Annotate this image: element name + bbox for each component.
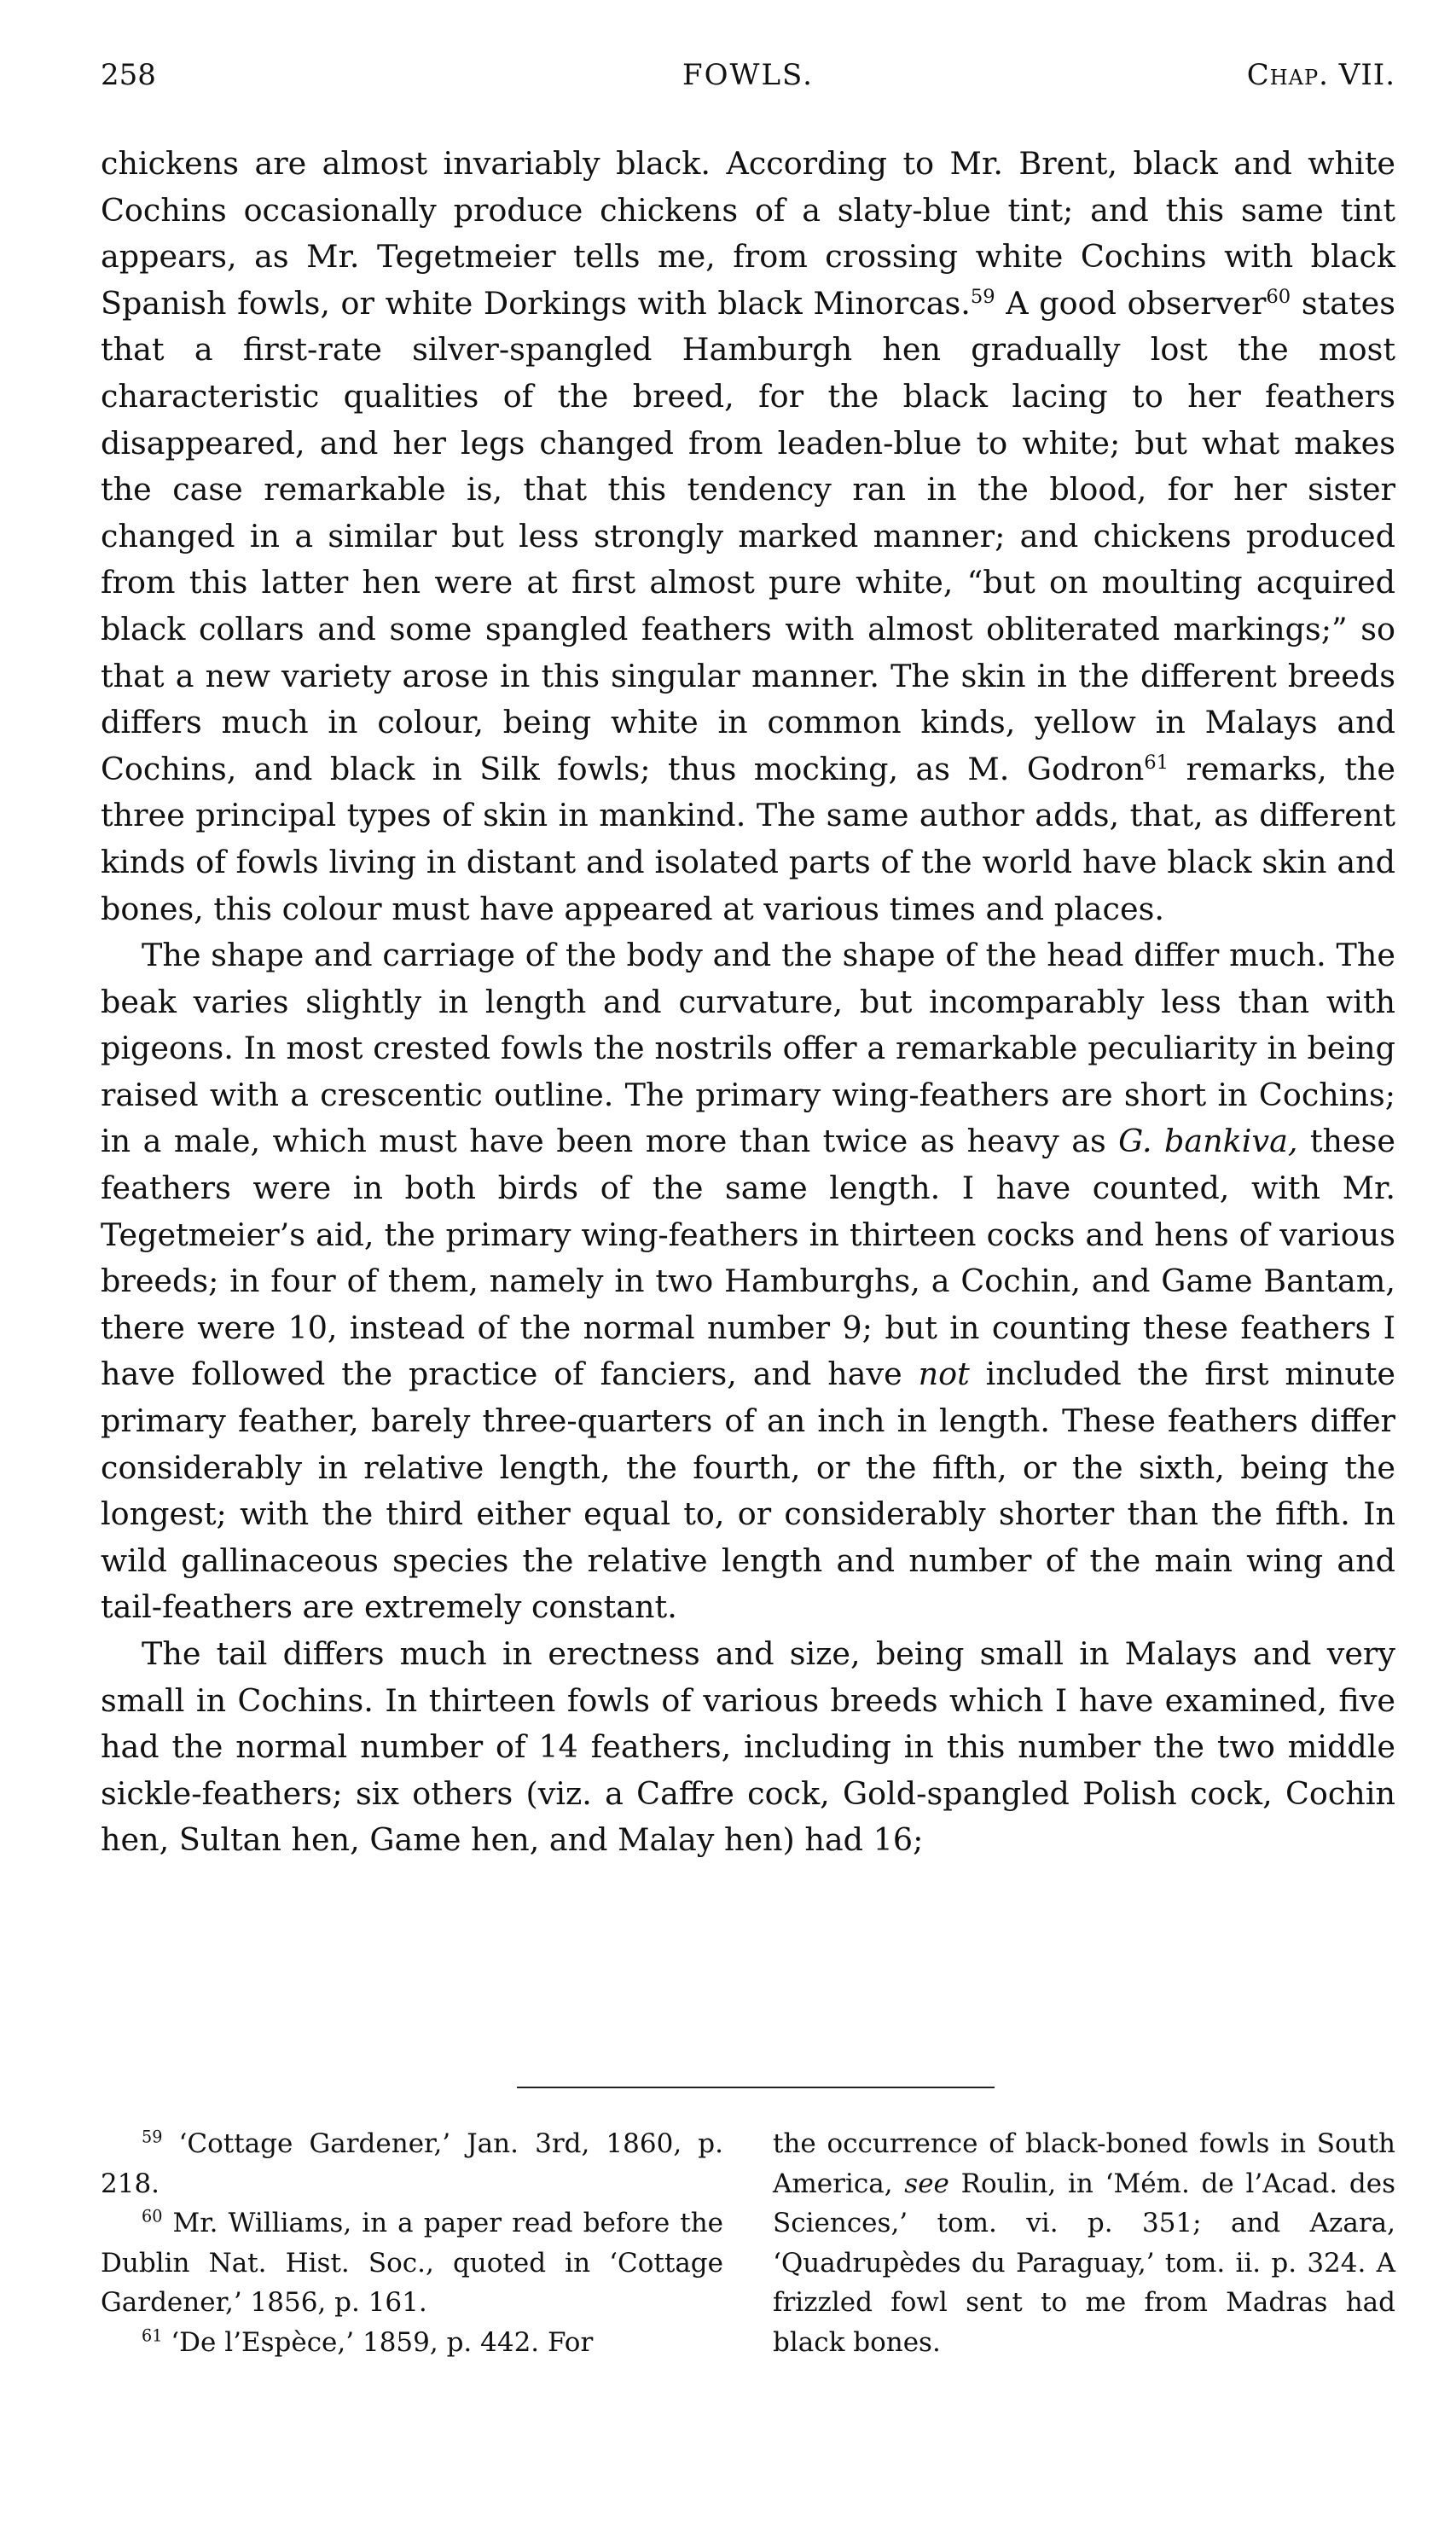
footnote-ref-59: 59 [970,285,995,308]
paragraph-1 [101,141,1395,932]
footnote-59 [101,2124,723,2203]
footnote-61-number: 61 [142,2325,163,2346]
running-title: FOWLS. [682,58,814,92]
footnote-61 [101,2323,723,2363]
paragraph-2 [101,932,1395,1631]
paragraph-1-text-a: chickens are almost invariably black. According to Mr. Brent, black and white Cochins occasionally produce chickens of a slaty-blue tint; and this same tint appears, as Mr. Tegetmeier tells me, from crossing white Cochins with black Spanish fowls, or white Dorkings with black Minorcas. [101,145,1395,322]
footnote-61-text: ‘De l’Espèce,’ 1859, p. 442. For [162,2326,594,2358]
paragraph-2-text-c: included the first minute primary feather, barely three-quarters of an inch in length. These feathers differ considerably in relative length, the fourth, or the fifth, or the sixth, being the longest; with the third either equal to, or considerably shorter than the fifth. In wild gallinaceous species the relative length and number of the main wing and tail-feathers are extremely constant. [101,1356,1395,1626]
footnote-59-number: 59 [142,2127,163,2147]
footnote-60-text: Mr. Williams, in a paper read before the Dublin Nat. Hist. Soc., quoted in ‘Cottage Gardener,’ 1856, p. 161. [101,2208,723,2318]
chapter-label: Chap. VII. [1246,58,1395,92]
species-name: G. bankiva, [1118,1123,1298,1160]
footnote-ref-60: 60 [1266,285,1291,308]
main-text [101,141,1395,1864]
paragraph-3: The tail differs much in erectness and size, being small in Malays and very small in Cochins. In thirteen fowls of various breeds which I have examined, five had the normal number of 14 feathers, including in this number the two middle sickle-feathers; six others (viz. a Caffre cock, Gold-spangled Polish cock, Cochin hen, Sultan hen, Game hen, and Malay hen) had 16; [101,1635,1395,1859]
footnotes-left-column [101,2124,723,2362]
footnotes-right-column [773,2124,1395,2362]
footnote-60 [101,2203,723,2323]
emphasis-not: not [918,1356,970,1393]
paragraph-1-text-c: states that a first-rate silver-spangled Hamburgh hen gradually lost the most characteristic qualities of the breed, for the black lacing to her feathers disappeared, and her legs changed from leaden-blue to white; but what makes the case remarkable is, that this tendency ran in the blood, for her sister changed in a similar but less strongly marked manner; and chickens produced from this latter hen were at first almost pure white, “but on moulting acquired black collars and some spangled feathers with almost obliterated markings;” so that a new variety arose in this singular manner. The skin in the different breeds differs much in colour, being white in common kinds, yellow in Malays and Cochins, and black in Silk fowls; thus mocking, as M. Godron [101,284,1395,787]
paragraph-1-text-b: A good observer [995,284,1267,322]
footnote-61-continued [773,2124,1395,2362]
footnote-divider [517,2087,995,2088]
footnote-59-text: ‘Cottage Gardener,’ Jan. 3rd, 1860, p. 218. [101,2128,723,2199]
paragraph-1-text-d: remarks, the three principal types of skin in mankind. The same author adds, that, as different kinds of fowls living in distant and isolated parts of the world have black skin and bones, this colour must have appeared at various times and places. [101,750,1395,927]
page-number: 258 [101,58,156,92]
running-header [101,49,1395,101]
paragraph-2-text-b: these feathers were in both birds of the same length. I have counted, with Mr. Tegetmeier’s aid, the primary wing-feathers in thirteen cocks and hens of various breeds; in four of them, namely in two Hamburghs, a Cochin, and Game Bantam, there were 10, instead of the normal number 9; but in counting these feathers I have followed the practice of fanciers, and have [101,1123,1395,1393]
footnote-60-number: 60 [142,2206,163,2226]
paragraph-2-text-a: The shape and carriage of the body and the shape of the head differ much. The beak varies slightly in length and curvature, but incomparably less than with pigeons. In most crested fowls the nostrils offer a remarkable peculiarity in being raised with a crescentic outline. The primary wing-feathers are short in Cochins; in a male, which must have been more than twice as heavy as [101,937,1395,1160]
footnote-61-cont-text-a: the occurrence of black-boned fowls in South America, [773,2128,1395,2199]
footnote-61-cont-text-b: Roulin, in ‘Mém. de l’Acad. des Sciences,’ tom. vi. p. 351; and Azara, ‘Quadrupèdes du Paraguay,’ tom. ii. p. 324. A frizzled fowl sent to me from Madras had black bones. [773,2168,1395,2358]
footnote-ref-61: 61 [1144,751,1169,774]
footnote-61-cont-see: see [904,2168,949,2199]
